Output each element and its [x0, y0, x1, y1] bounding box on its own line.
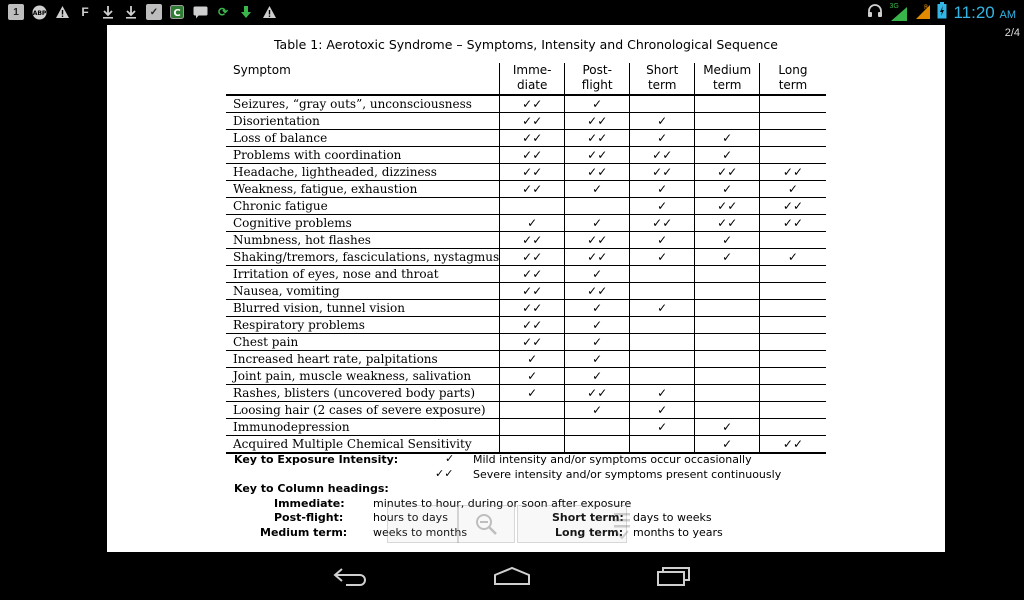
cell-medium-term: [695, 368, 760, 385]
symptom-name: Cognitive problems: [226, 215, 500, 232]
postflight-description: hours to days: [373, 511, 448, 524]
signal-strength-icon: [915, 3, 931, 24]
mild-mark: ✓: [445, 452, 455, 465]
cell-postflight: ✓✓: [565, 232, 630, 249]
notification-icons: [8, 4, 277, 20]
recent-apps-icon: [656, 566, 692, 586]
cell-long-term: [760, 351, 826, 368]
table-row: [226, 232, 826, 249]
header-line: Imme-: [512, 63, 552, 77]
table-body: [226, 95, 826, 453]
cell-short-term: ✓: [630, 402, 695, 419]
cell-immediate: ✓: [500, 385, 565, 402]
table-row: [226, 181, 826, 198]
cell-medium-term: [695, 283, 760, 300]
cell-long-term: [760, 130, 826, 147]
cell-medium-term: [695, 95, 760, 113]
long-term-label: Long term:: [555, 526, 624, 539]
cell-immediate: ✓✓: [500, 130, 565, 147]
cell-short-term: ✓: [630, 419, 695, 436]
cell-medium-term: ✓: [695, 232, 760, 249]
cell-postflight: [565, 436, 630, 454]
cell-immediate: ✓✓: [500, 317, 565, 334]
header-line: diate: [517, 78, 548, 92]
cell-short-term: [630, 317, 695, 334]
symptom-name: Increased heart rate, palpitations: [226, 351, 500, 368]
cell-medium-term: [695, 334, 760, 351]
cell-medium-term: ✓✓: [695, 164, 760, 181]
app-badge-icon: [31, 4, 47, 20]
symptom-name: Immunodepression: [226, 419, 500, 436]
cell-short-term: ✓: [630, 198, 695, 215]
cell-postflight: ✓: [565, 368, 630, 385]
cell-postflight: ✓: [565, 351, 630, 368]
header-line: term: [647, 78, 677, 92]
header-line: flight: [581, 78, 613, 92]
clock-ampm: AM: [999, 9, 1016, 21]
cell-short-term: ✓: [630, 300, 695, 317]
cell-medium-term: ✓: [695, 419, 760, 436]
menu-icon[interactable]: [612, 511, 632, 546]
symptom-name: Numbness, hot flashes: [226, 232, 500, 249]
cell-long-term: [760, 368, 826, 385]
column-header-short-term: [630, 63, 695, 95]
medium-term-description: weeks to months: [373, 526, 468, 539]
table-row: [226, 436, 826, 454]
cell-postflight: ✓✓: [565, 130, 630, 147]
cell-postflight: ✓: [565, 334, 630, 351]
cell-postflight: ✓✓: [565, 249, 630, 266]
back-button[interactable]: [320, 560, 380, 592]
cell-postflight: [565, 198, 630, 215]
short-term-description: days to weeks: [633, 511, 712, 524]
postflight-label: Post-flight:: [274, 511, 344, 524]
cell-medium-term: ✓: [695, 130, 760, 147]
header-line: Short: [646, 63, 679, 77]
cell-medium-term: ✓✓: [695, 215, 760, 232]
cell-postflight: ✓✓: [565, 147, 630, 164]
cell-immediate: ✓✓: [500, 334, 565, 351]
cell-short-term: [630, 351, 695, 368]
long-term-description: months to years: [633, 526, 723, 539]
home-button[interactable]: [482, 560, 542, 592]
symptom-name: Irritation of eyes, nose and throat: [226, 266, 500, 283]
sync-icon: ⟳: [217, 5, 229, 19]
cell-long-term: ✓✓: [760, 436, 826, 454]
key-intensity-title: Key to Exposure Intensity:: [234, 453, 399, 466]
cell-short-term: [630, 436, 695, 454]
symptom-name: Joint pain, muscle weakness, salivation: [226, 368, 500, 385]
cell-immediate: ✓✓: [500, 300, 565, 317]
table-row: [226, 164, 826, 181]
cell-short-term: ✓: [630, 113, 695, 130]
cell-long-term: ✓✓: [760, 198, 826, 215]
cell-long-term: [760, 113, 826, 130]
symptom-name: Nausea, vomiting: [226, 283, 500, 300]
download-icon: [100, 4, 116, 20]
severe-description: Severe intensity and/or symptoms present continuously: [473, 468, 782, 481]
cell-immediate: ✓✓: [500, 283, 565, 300]
cell-postflight: ✓: [565, 181, 630, 198]
cell-medium-term: [695, 402, 760, 419]
cell-postflight: ✓: [565, 317, 630, 334]
table-row: [226, 351, 826, 368]
table-header-row: [226, 63, 826, 95]
table-row: [226, 300, 826, 317]
cell-short-term: ✓✓: [630, 147, 695, 164]
cell-long-term: ✓: [760, 249, 826, 266]
cell-immediate: ✓: [500, 351, 565, 368]
cell-immediate: [500, 402, 565, 419]
cell-short-term: ✓: [630, 181, 695, 198]
cell-medium-term: ✓: [695, 249, 760, 266]
svg-text:C: C: [173, 8, 181, 19]
cell-long-term: [760, 266, 826, 283]
immediate-description: minutes to hour, during or soon after exposure: [373, 497, 632, 510]
cell-long-term: [760, 232, 826, 249]
cell-immediate: ✓✓: [500, 249, 565, 266]
facebook-icon: F: [81, 5, 89, 19]
status-bar: [0, 0, 1024, 25]
cell-medium-term: ✓: [695, 436, 760, 454]
cell-immediate: ✓: [500, 215, 565, 232]
header-line: term: [712, 78, 742, 92]
symptom-name: Shaking/tremors, fasciculations, nystagmus: [226, 249, 500, 266]
zoom-out-icon: [474, 512, 498, 536]
cell-long-term: [760, 147, 826, 164]
cell-medium-term: [695, 300, 760, 317]
table-row: [226, 130, 826, 147]
zoom-in-button[interactable]: [387, 505, 459, 543]
column-header-medium-term: [695, 63, 760, 95]
table-row: [226, 334, 826, 351]
cell-medium-term: ✓✓: [695, 198, 760, 215]
cell-long-term: ✓: [760, 181, 826, 198]
table-row: [226, 317, 826, 334]
table-row: [226, 283, 826, 300]
cell-long-term: [760, 419, 826, 436]
cell-postflight: ✓✓: [565, 385, 630, 402]
signal-3g-icon: 3G: [889, 5, 909, 21]
symptom-name: Problems with coordination: [226, 147, 500, 164]
mild-description: Mild intensity and/or symptoms occur occasionally: [473, 453, 752, 466]
symptom-name: Blurred vision, tunnel vision: [226, 300, 500, 317]
cell-immediate: [500, 436, 565, 454]
table-title: Table 1: Aerotoxic Syndrome – Symptoms, Intensity and Chronological Sequence: [273, 37, 778, 52]
symptom-name: Acquired Multiple Chemical Sensitivity: [226, 436, 500, 454]
download-green-icon: [238, 4, 254, 20]
cell-long-term: [760, 385, 826, 402]
clock: [953, 3, 1016, 23]
symptom-name: Loosing hair (2 cases of severe exposure): [226, 402, 500, 419]
column-header-symptom: Symptom: [226, 63, 500, 95]
table-row: [226, 419, 826, 436]
warning-icon-2: [261, 4, 277, 20]
cell-immediate: ✓✓: [500, 232, 565, 249]
symptom-name: Respiratory problems: [226, 317, 500, 334]
cell-long-term: [760, 283, 826, 300]
cell-short-term: [630, 368, 695, 385]
system-status: [867, 2, 1016, 24]
cell-long-term: ✓✓: [760, 164, 826, 181]
cell-short-term: ✓✓: [630, 164, 695, 181]
key-columns-title: Key to Column headings:: [234, 482, 389, 495]
svg-text:R: R: [924, 3, 929, 11]
symptom-name: Rashes, blisters (uncovered body parts): [226, 385, 500, 402]
cell-short-term: ✓✓: [630, 215, 695, 232]
cell-medium-term: [695, 113, 760, 130]
cell-medium-term: [695, 266, 760, 283]
cell-medium-term: [695, 385, 760, 402]
header-line: Medium: [703, 63, 752, 77]
cell-postflight: ✓: [565, 300, 630, 317]
cell-short-term: ✓: [630, 130, 695, 147]
cell-immediate: ✓✓: [500, 164, 565, 181]
cell-immediate: ✓: [500, 368, 565, 385]
cell-medium-term: ✓: [695, 147, 760, 164]
recent-apps-button[interactable]: [644, 560, 704, 592]
table-row: [226, 113, 826, 130]
cell-postflight: [565, 419, 630, 436]
download-icon-2: [123, 4, 139, 20]
page-indicator: 2/4: [1004, 27, 1020, 39]
medium-term-label: Medium term:: [260, 526, 348, 539]
home-icon: [493, 566, 531, 586]
cell-short-term: [630, 283, 695, 300]
cell-long-term: [760, 402, 826, 419]
notification-1-icon: 1: [8, 4, 24, 20]
cell-short-term: [630, 266, 695, 283]
symptom-name: Loss of balance: [226, 130, 500, 147]
symptoms-table: [226, 63, 826, 454]
cell-short-term: ✓: [630, 232, 695, 249]
symptom-name: Chronic fatigue: [226, 198, 500, 215]
clock-time: 11:20: [953, 3, 995, 22]
cell-immediate: ✓✓: [500, 181, 565, 198]
document-page[interactable]: [107, 25, 945, 552]
battery-charging-icon: [937, 2, 947, 24]
checkbox-icon: ✓: [146, 4, 162, 20]
app-icon: [169, 4, 185, 20]
table-row: [226, 198, 826, 215]
cell-immediate: ✓✓: [500, 266, 565, 283]
cell-long-term: [760, 334, 826, 351]
header-line: Long: [778, 63, 808, 77]
symptom-name: Chest pain: [226, 334, 500, 351]
table-row: [226, 147, 826, 164]
table-row: [226, 249, 826, 266]
column-header-immediate: [500, 63, 565, 95]
cell-immediate: ✓✓: [500, 95, 565, 113]
chat-icon: [192, 4, 208, 20]
table-row: [226, 402, 826, 419]
symptom-name: Seizures, “gray outs”, unconsciousness: [226, 95, 500, 113]
cell-medium-term: ✓: [695, 181, 760, 198]
cell-immediate: [500, 419, 565, 436]
header-line: Post-: [582, 63, 612, 77]
table-row: [226, 385, 826, 402]
cell-postflight: ✓: [565, 266, 630, 283]
table-row: [226, 266, 826, 283]
symptom-name: Weakness, fatigue, exhaustion: [226, 181, 500, 198]
cell-long-term: [760, 95, 826, 113]
column-header-postflight: [565, 63, 630, 95]
cell-short-term: ✓: [630, 249, 695, 266]
navigation-bar: [0, 552, 1024, 600]
back-icon: [332, 566, 368, 586]
cell-medium-term: [695, 351, 760, 368]
severe-mark: ✓✓: [435, 467, 454, 480]
cell-immediate: ✓✓: [500, 147, 565, 164]
cell-short-term: [630, 334, 695, 351]
table-row: [226, 215, 826, 232]
cell-postflight: ✓✓: [565, 113, 630, 130]
cell-long-term: ✓✓: [760, 215, 826, 232]
header-line: term: [778, 78, 808, 92]
headphones-icon: [867, 3, 883, 23]
cell-postflight: ✓: [565, 402, 630, 419]
svg-text:ABP: ABP: [32, 9, 46, 17]
cell-short-term: [630, 95, 695, 113]
cell-short-term: ✓: [630, 385, 695, 402]
symptom-name: Disorientation: [226, 113, 500, 130]
cell-medium-term: [695, 317, 760, 334]
cell-postflight: ✓: [565, 95, 630, 113]
cell-long-term: [760, 317, 826, 334]
cell-postflight: ✓✓: [565, 283, 630, 300]
cell-postflight: ✓: [565, 215, 630, 232]
zoom-out-button[interactable]: [457, 505, 515, 543]
table-row: [226, 95, 826, 113]
cell-immediate: ✓✓: [500, 113, 565, 130]
short-term-label: Short term:: [552, 511, 624, 524]
symptom-name: Headache, lightheaded, dizziness: [226, 164, 500, 181]
cell-long-term: [760, 300, 826, 317]
cell-postflight: ✓✓: [565, 164, 630, 181]
column-header-long-term: [760, 63, 826, 95]
immediate-label: Immediate:: [274, 497, 345, 510]
page-control[interactable]: [517, 505, 627, 543]
cell-immediate: [500, 198, 565, 215]
table-row: [226, 368, 826, 385]
warning-icon: [54, 4, 70, 20]
